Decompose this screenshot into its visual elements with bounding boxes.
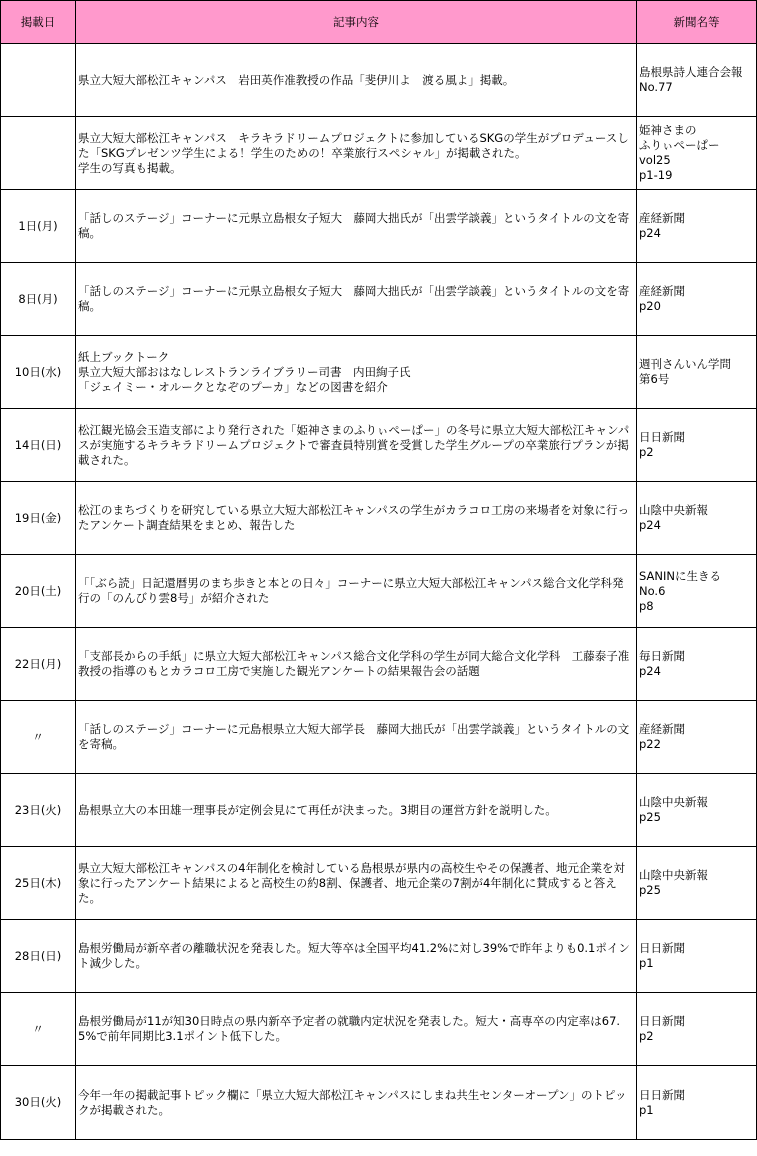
newspaper-name: 姫神さまの ふりぃぺーぱー vol25 p1-19 <box>637 117 757 190</box>
table-row <box>1 336 757 409</box>
table-row <box>1 993 757 1066</box>
publication-date: 1日(月) <box>1 190 76 263</box>
newspaper-name: 山陰中央新報 p25 <box>637 774 757 847</box>
newspaper-name: 山陰中央新報 p25 <box>637 847 757 920</box>
content-column-header: 記事内容 <box>76 1 637 44</box>
publication-date: 19日(金) <box>1 482 76 555</box>
table-row <box>1 555 757 628</box>
publication-date: 8日(月) <box>1 263 76 336</box>
header-row <box>1 1 757 44</box>
newspaper-name: 島根県詩人連合会報 No.77 <box>637 44 757 117</box>
article-content: 「話しのステージ」コーナーに元県立島根女子短大 藤岡大拙氏が「出雲学談義」というタイトルの文を寄稿。 <box>76 190 637 263</box>
article-content: 島根労働局が11が知30日時点の県内新卒予定者の就職内定状況を発表した。短大・高専卒の内定率は67.5%で前年同期比3.1ポイント低下した。 <box>76 993 637 1066</box>
article-content: 「話しのステージ」コーナーに元県立島根女子短大 藤岡大拙氏が「出雲学談義」というタイトルの文を寄稿。 <box>76 263 637 336</box>
publication-date: 22日(月) <box>1 628 76 701</box>
paper-column-header: 新聞名等 <box>637 1 757 44</box>
newspaper-name: 産経新聞 p20 <box>637 263 757 336</box>
article-content: 島根労働局が新卒者の離職状況を発表した。短大等卒は全国平均41.2%に対し39%で昨年よりも0.1ポイント減少した。 <box>76 920 637 993</box>
publication-date: 30日(火) <box>1 1066 76 1140</box>
article-content: 県立大短大部松江キャンパス キラキラドリームプロジェクトに参加しているSKGの学生がプロデュースした「SKGプレゼンツ学生による！学生のための！卒業旅行スペシャル」が掲載された。 学生の写真も掲載。 <box>76 117 637 190</box>
newspaper-name: 産経新聞 p24 <box>637 190 757 263</box>
publication-date: 23日(火) <box>1 774 76 847</box>
publication-date: 〃 <box>1 993 76 1066</box>
article-content: 「話しのステージ」コーナーに元島根県立大短大部学長 藤岡大拙氏が「出雲学談義」というタイトルの文を寄稿。 <box>76 701 637 774</box>
article-content: 「支部長からの手紙」に県立大短大部松江キャンパス総合文化学科の学生が同大総合文化学科 工藤泰子准教授の指導のもとカラコロ工房で実施した観光アンケートの結果報告会の話題 <box>76 628 637 701</box>
table-row <box>1 774 757 847</box>
article-content: 松江のまちづくりを研究している県立大短大部松江キャンパスの学生がカラコロ工房の来場者を対象に行ったアンケート調査結果をまとめ、報告した <box>76 482 637 555</box>
table-row <box>1 117 757 190</box>
table-row <box>1 44 757 117</box>
publication-date: 〃 <box>1 701 76 774</box>
table-row <box>1 1066 757 1140</box>
table-row <box>1 263 757 336</box>
publication-date: 10日(水) <box>1 336 76 409</box>
publication-date: 20日(土) <box>1 555 76 628</box>
newspaper-name: 日日新聞 p1 <box>637 1066 757 1140</box>
table-row <box>1 847 757 920</box>
newspaper-name: 週刊さんいん学問 第6号 <box>637 336 757 409</box>
publication-date <box>1 117 76 190</box>
newspaper-name: 山陰中央新報 p24 <box>637 482 757 555</box>
publication-date: 25日(木) <box>1 847 76 920</box>
table-row <box>1 409 757 482</box>
table-row <box>1 628 757 701</box>
newspaper-name: 日日新聞 p2 <box>637 409 757 482</box>
table-row <box>1 701 757 774</box>
article-content: 県立大短大部松江キャンパス 岩田英作准教授の作品「斐伊川よ 渡る風よ」掲載。 <box>76 44 637 117</box>
article-content: 紙上ブックトーク 県立大短大部おはなしレストランライブラリー司書 内田絢子氏 「ジェイミー・オルークとなぞのプーカ」などの図書を紹介 <box>76 336 637 409</box>
article-content: 松江観光協会玉造支部により発行された「姫神さまのふりぃぺーぱー」の冬号に県立大短大部松江キャンパスが実施するキラキラドリームプロジェクトで審査員特別賞を受賞した学生グループの卒業旅行プランが掲載された。 <box>76 409 637 482</box>
newspaper-name: 産経新聞 p22 <box>637 701 757 774</box>
article-content: 「「ぶら読」日記還暦男のまち歩きと本との日々」コーナーに県立大短大部松江キャンパス総合文化学科発行の「のんびり雲8号」が紹介された <box>76 555 637 628</box>
date-column-header: 掲載日 <box>1 1 76 44</box>
article-content: 島根県立大の本田雄一理事長が定例会見にて再任が決まった。3期目の運営方針を説明した。 <box>76 774 637 847</box>
article-content: 今年一年の掲載記事トピック欄に「県立大短大部松江キャンパスにしまね共生センターオープン」のトピックが掲載された。 <box>76 1066 637 1140</box>
newspaper-name: 日日新聞 p1 <box>637 920 757 993</box>
publication-date <box>1 44 76 117</box>
table-row <box>1 190 757 263</box>
newspaper-name: 毎日新聞 p24 <box>637 628 757 701</box>
table-row <box>1 920 757 993</box>
article-content: 県立大短大部松江キャンパスの4年制化を検討している島根県が県内の高校生やその保護者、地元企業を対象に行ったアンケート結果によると高校生の約8割、保護者、地元企業の7割が4年制化に賛成すると答えた。 <box>76 847 637 920</box>
publication-date: 28日(日) <box>1 920 76 993</box>
publication-date: 14日(日) <box>1 409 76 482</box>
newspaper-name: 日日新聞 p2 <box>637 993 757 1066</box>
table-row <box>1 482 757 555</box>
newspaper-name: SANINに生きる No.6 p8 <box>637 555 757 628</box>
